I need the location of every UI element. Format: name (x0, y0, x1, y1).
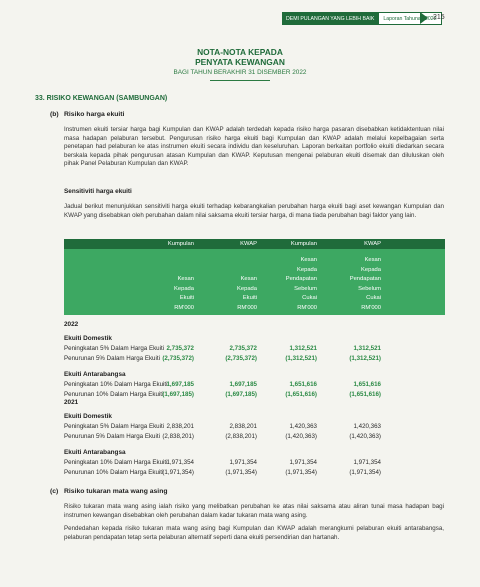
section-heading: 33. RISIKO KEWANGAN (SAMBUNGAN) (35, 95, 168, 102)
table-cell: (1,420,363) (285, 433, 317, 440)
title-line-2: PENYATA KEWANGAN (195, 57, 285, 67)
column-header-line: Sebelum (358, 285, 381, 292)
title-divider (210, 80, 270, 81)
table-row (64, 345, 445, 354)
group-domestic-2021: Ekuiti Domestik (64, 413, 112, 420)
column-header-line: RM'000 (174, 304, 194, 311)
table-row (64, 459, 445, 468)
table-cell: (1,971,354) (225, 469, 257, 476)
year-2021: 2021 (64, 399, 79, 406)
table-cell: 1,312,521 (353, 345, 381, 352)
table-cell: 2,735,372 (166, 345, 194, 352)
table-cell: (2,838,201) (162, 433, 194, 440)
column-header-line: Cukai (302, 295, 317, 301)
row-label: Penurunan 5% Dalam Harga Ekuiti (64, 433, 160, 440)
table-cell: (1,312,521) (285, 355, 317, 362)
table-cell: (1,651,616) (285, 391, 317, 398)
table-row (64, 355, 445, 364)
table-cell: 1,971,354 (166, 459, 194, 466)
column-header-detail (134, 275, 194, 313)
column-header-line: Cukai (366, 295, 381, 301)
table-cell: (1,971,354) (162, 469, 194, 476)
table-row (64, 423, 445, 432)
column-header-top: KWAP (240, 241, 257, 247)
table-cell: 1,971,354 (229, 459, 257, 466)
column-header-top: KWAP (364, 241, 381, 247)
table-cell: (1,312,521) (349, 355, 381, 362)
table-cell: 2,838,201 (166, 423, 194, 430)
subsection-b-title: Risiko harga ekuiti (64, 111, 125, 118)
column-header-line: Kepada (174, 285, 194, 292)
table-cell: (1,971,354) (285, 469, 317, 476)
sensitivity-title: Sensitiviti harga ekuiti (64, 188, 132, 195)
year-2022: 2022 (64, 321, 79, 328)
table-cell: (1,420,363) (349, 433, 381, 440)
column-header-line: Kepada (361, 266, 381, 273)
row-label: Peningkatan 5% Dalam Harga Ekuiti (64, 423, 165, 430)
paragraph-c1: Risiko tukaran mata wang asing ialah risiko yang melibatkan perubahan ke atas nilai saksama atau aliran tunai masa hadapan bagi instrumen kewangan disebabkan oleh perubahan dalam kadar tukaran mata wang asing. (64, 503, 444, 519)
column-header-line: Kesan (300, 257, 317, 263)
page-title (0, 47, 480, 81)
table-cell: 1,651,616 (289, 381, 317, 388)
table-cell: 2,735,372 (229, 345, 257, 352)
table-cell: 1,971,354 (353, 459, 381, 466)
column-header-detail (321, 256, 381, 313)
column-header-line: Pendapatan (285, 276, 317, 282)
column-header-line: RM'000 (297, 304, 317, 311)
row-label: Peningkatan 10% Dalam Harga Ekuiti (64, 381, 168, 388)
column-header-top: Kumpulan (290, 241, 317, 247)
table-cell: (1,971,354) (349, 469, 381, 476)
table-cell: 1,312,521 (289, 345, 317, 352)
header-report: Laporan Tahunan 2022 (378, 12, 441, 25)
subsection-b-label: (b) (50, 111, 59, 118)
table-cell: 1,651,616 (353, 381, 381, 388)
chevron-right-icon (420, 12, 428, 24)
table-cell: (2,735,372) (162, 355, 194, 362)
column-header-line: Kepada (297, 266, 317, 273)
table-cell: (2,838,201) (225, 433, 257, 440)
table-row (64, 433, 445, 442)
row-label: Penurunan 5% Dalam Harga Ekuiti (64, 355, 160, 362)
subsection-c-label: (c) (50, 488, 59, 495)
table-cell: (1,697,185) (225, 391, 257, 398)
table-cell: 1,420,363 (353, 423, 381, 430)
row-label: Penurunan 10% Dalam Harga Ekuiti (64, 469, 164, 476)
column-header-top: Kumpulan (167, 241, 194, 247)
header-tagline: DEMI PULANGAN YANG LEBIH BAIK (282, 12, 378, 25)
table-cell: 1,697,185 (229, 381, 257, 388)
group-intl-2022: Ekuiti Antarabangsa (64, 371, 126, 378)
column-header-line: Ekuiti (179, 295, 194, 301)
column-header-line: Ekuiti (242, 295, 257, 301)
paragraph-b2: Jadual berikut menunjukkan sensitiviti harga ekuiti terhadap kebarangkalian perubahan harga ekuiti bagi aset kewangan Kumpulan dan KWAP yang disebabkan oleh perubahan dalam nilai saksama ekuiti tersiar harga, di mana tiada perubahan bagi faktor yang lain. (64, 203, 444, 219)
table-cell: (2,735,372) (225, 355, 257, 362)
title-line-3: BAGI TAHUN BERAKHIR 31 DISEMBER 2022 (173, 69, 307, 76)
column-header-line: Pendapatan (349, 276, 381, 282)
subsection-c-title: Risiko tukaran mata wang asing (64, 488, 168, 495)
group-intl-2021: Ekuiti Antarabangsa (64, 449, 126, 456)
table-row (64, 469, 445, 478)
column-header-line: Sebelum (294, 285, 317, 292)
column-header-line: Kesan (364, 257, 381, 263)
table-cell: (1,651,616) (349, 391, 381, 398)
page-header (282, 12, 442, 25)
table-cell: 1,420,363 (289, 423, 317, 430)
page-number: 215 (433, 14, 445, 21)
group-domestic-2022: Ekuiti Domestik (64, 335, 112, 342)
table-row (64, 391, 445, 400)
table-cell: 1,971,354 (289, 459, 317, 466)
row-label: Penurunan 10% Dalam Harga Ekuiti (64, 391, 164, 398)
title-line-1: NOTA-NOTA KEPADA (197, 47, 283, 57)
column-header-line: RM'000 (361, 304, 381, 311)
paragraph-c2: Pendedahan kepada risiko tukaran mata wang asing bagi Kumpulan dan KWAP adalah merangkumi pelaburan ekuiti antarabangsa, pelaburan pendapatan tetap serta pelaburan alternatif seperti dana ekuiti persendirian dan hartanah. (64, 525, 444, 541)
column-header-detail (197, 275, 257, 313)
column-header-line: Kesan (177, 276, 194, 282)
column-header-detail (257, 256, 317, 313)
column-header-line: Kesan (240, 276, 257, 282)
table-cell: 1,697,185 (166, 381, 194, 388)
row-label: Peningkatan 5% Dalam Harga Ekuiti (64, 345, 165, 352)
row-label: Peningkatan 10% Dalam Harga Ekuiti (64, 459, 168, 466)
paragraph-b1: Instrumen ekuiti tersiar harga bagi Kumpulan dan KWAP adalah terdedah kepada risiko harga pasaran disebabkan ketidaktentuan nilai masa hadapan pelaburan tersebut. Pengurusan risiko harga ekuiti bagi Kumpulan dan KWAP adalah melalui kepelbagaian serta penetapan had pelaburan ke atas instrumen ekuiti secara individu dan keseluruhan. Laporan berkaitan portfolio ekuiti diedarkan secara berskala kepada pihak pengurusan atasan Kumpulan dan KWAP. Keputusan mengenai pelaburan ekuiti disemak dan diluluskan oleh pihak Panel Pelaburan Kumpulan dan KWAP. (64, 126, 444, 168)
table-cell: 2,838,201 (229, 423, 257, 430)
table-cell: (1,697,185) (162, 391, 194, 398)
table-row (64, 381, 445, 390)
column-header-line: Kepada (237, 285, 257, 292)
column-header-line: RM'000 (237, 304, 257, 311)
